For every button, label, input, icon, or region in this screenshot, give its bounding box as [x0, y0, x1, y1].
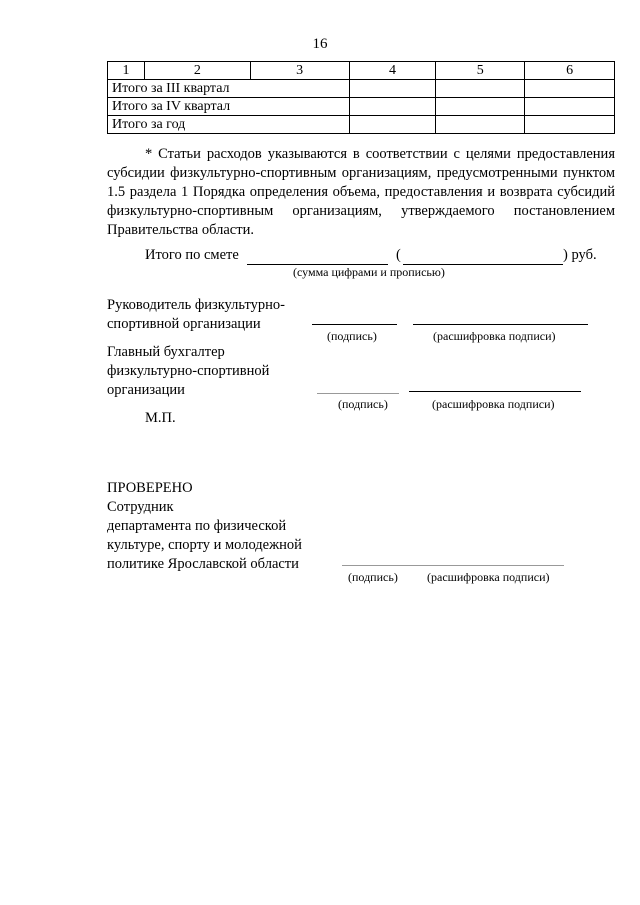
verified-signature-caption: (подпись)	[348, 570, 398, 584]
row-label-q4: Итого за IV квартал	[108, 98, 350, 116]
expense-note	[107, 145, 615, 240]
table-cell	[349, 98, 436, 116]
column-number-5: 5	[436, 62, 525, 80]
accountant-signature-line	[317, 393, 399, 394]
table-header-row	[108, 62, 615, 80]
table-cell	[525, 80, 615, 98]
table-cell	[436, 98, 525, 116]
estimate-total-line	[145, 247, 239, 264]
verified-signature-line	[342, 565, 564, 566]
table-cell	[436, 116, 525, 134]
accountant-decoding-line	[409, 391, 581, 392]
head-title-line2: спортивной организации	[107, 316, 261, 332]
column-number-6: 6	[525, 62, 615, 80]
head-signature-line	[312, 324, 397, 325]
accountant-signatory	[107, 343, 269, 400]
table-row	[108, 98, 615, 116]
head-decoding-line	[413, 324, 588, 325]
column-number-1: 1	[108, 62, 145, 80]
accountant-title-line2: физкультурно-спортивной	[107, 363, 270, 379]
table-cell	[525, 116, 615, 134]
row-label-year: Итого за год	[108, 116, 350, 134]
accountant-decoding-caption: (расшифровка подписи)	[432, 397, 555, 411]
verified-line1: Сотрудник	[107, 499, 174, 515]
verified-line2: департамента по физической	[107, 518, 287, 534]
head-signature-caption: (подпись)	[327, 329, 377, 343]
total-currency: ) руб.	[563, 247, 597, 263]
table-row	[108, 80, 615, 98]
table-row	[108, 116, 615, 134]
table-cell	[349, 80, 436, 98]
head-decoding-caption: (расшифровка подписи)	[433, 329, 556, 343]
verified-line4: политике Ярославской области	[107, 556, 299, 572]
budget-table	[107, 61, 615, 134]
stamp-place: М.П.	[145, 410, 176, 426]
page-number: 16	[312, 36, 328, 52]
total-open-paren: (	[396, 247, 401, 263]
head-signatory	[107, 296, 285, 334]
column-number-3: 3	[250, 62, 349, 80]
accountant-title-line3: организации	[107, 382, 185, 398]
verified-decoding-caption: (расшифровка подписи)	[427, 570, 550, 584]
verified-line3: культуре, спорту и молодежной	[107, 537, 302, 553]
estimate-total-label: Итого по смете	[145, 247, 239, 263]
total-caption: (сумма цифрами и прописью)	[293, 265, 445, 279]
table-cell	[525, 98, 615, 116]
column-number-4: 4	[349, 62, 436, 80]
table-cell	[349, 116, 436, 134]
verified-title: ПРОВЕРЕНО	[107, 480, 193, 496]
table-cell	[436, 80, 525, 98]
column-number-2: 2	[144, 62, 250, 80]
accountant-title-line1: Главный бухгалтер	[107, 344, 225, 360]
accountant-signature-caption: (подпись)	[338, 397, 388, 411]
row-label-q3: Итого за III квартал	[108, 80, 350, 98]
head-title-line1: Руководитель физкультурно-	[107, 297, 285, 313]
expense-note-text: * Статьи расходов указываются в соответствии с целями предоставления субсидии физкультурно-спортивным организациям, предусмотренными пунктом 1.5 раздела 1 Порядка определения объема, предоставления и возврата субсидий физкультурно-спортивным организациям, утверждаемого постановлением Правительства области.	[107, 146, 615, 238]
verified-block	[107, 479, 302, 574]
